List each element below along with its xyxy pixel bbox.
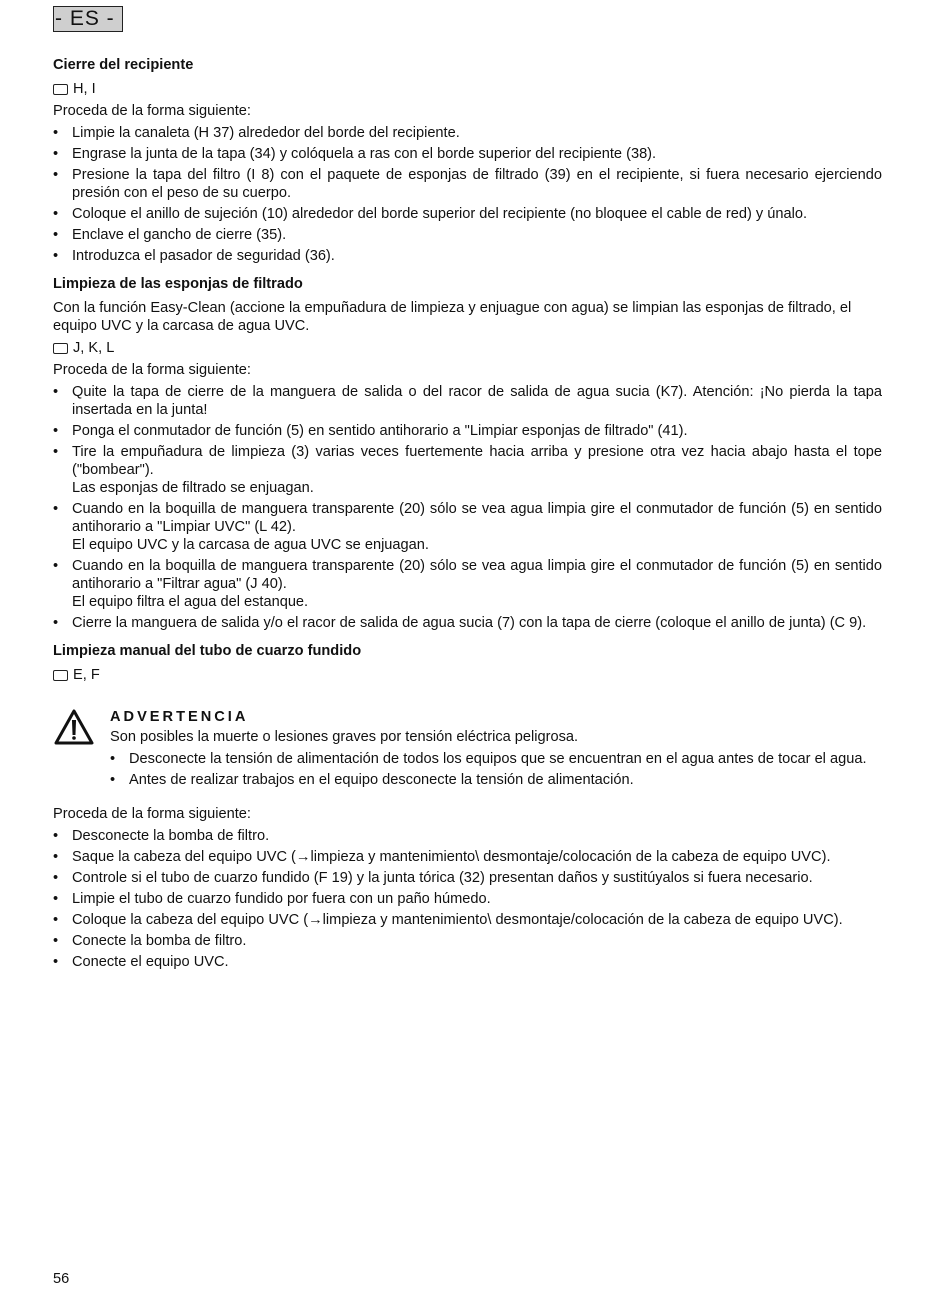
step-list [53,124,882,265]
list-item: • Presione la tapa del filtro (I 8) con el paquete de esponjas de filtrado (39) en el recipiente, si fuera necesario ejerciendo presión con el peso de su cuerpo. [53,167,882,201]
section-limpieza-esponjas [53,275,882,632]
list-item: • Saque la cabeza del equipo UVC (→limpieza y mantenimiento\ desmontaje/colocación de la cabeza de equipo UVC). [53,849,831,865]
figure-reference-label: E, F [73,667,100,683]
list-item: • Limpie el tubo de cuarzo fundido por fuera con un paño húmedo. [53,891,491,907]
figure-reference-label: H, I [73,81,96,97]
section-limpieza-tubo-cuarzo [53,642,882,971]
step-result: El equipo filtra el agua del estanque. [72,594,309,610]
intro-text: Proceda de la forma siguiente: [53,362,251,378]
page-content [53,56,882,981]
list-item: • Coloque el anillo de sujeción (10) alrededor del borde superior del recipiente (no bloquee el cable de red) y únalo. [53,206,808,222]
list-item: • Ponga el conmutador de función (5) en sentido antihorario a "Limpiar esponjas de filtrado" (41). [53,423,688,439]
list-item: • Limpie la canaleta (H 37) alrededor del borde del recipiente. [53,125,460,141]
page-number: 56 [53,1271,70,1287]
list-item: • Tire la empuñadura de limpieza (3) varias veces fuertemente hacia arriba y presione otra vez hacia abajo hasta el tope ("bombear"). Las esponjas de filtrado se enjuagan. [53,444,882,496]
list-item: • Controle si el tubo de cuarzo fundido (F 19) y la junta tórica (32) presentan daños y sustitúyalos si fuera necesario. [53,870,813,886]
list-item: • Quite la tapa de cierre de la manguera de salida o del racor de salida de agua sucia (K7). Atención: ¡No pierda la tapa insertada en la junta! [53,384,882,418]
list-item: • Antes de realizar trabajos en el equipo desconecte la tensión de alimentación. [110,772,634,788]
step-list [53,827,882,971]
intro-text: Proceda de la forma siguiente: [53,103,251,119]
section-title: Cierre del recipiente [53,57,194,73]
list-item: • Desconecte la bomba de filtro. [53,828,270,844]
section-title: Limpieza de las esponjas de filtrado [53,276,303,292]
warning-triangle-icon [53,708,95,746]
step-result: Las esponjas de filtrado se enjuagan. [72,480,314,496]
warning-list [110,750,882,789]
list-item: • Cierre la manguera de salida y/o el racor de salida de agua sucia (7) con la tapa de cierre (coloque el anillo de junta) (C 9). [53,615,867,631]
section-title: Limpieza manual del tubo de cuarzo fundido [53,643,362,659]
figure-reference [53,80,882,98]
list-item: • Engrase la junta de la tapa (34) y colóquela a ras con el borde superior del recipiente (38). [53,146,657,162]
figure-reference [53,339,882,357]
section-cierre-recipiente [53,56,882,265]
step-result: El equipo UVC y la carcasa de agua UVC se enjuagan. [72,537,429,553]
list-item: • Desconecte la tensión de alimentación de todos los equipos que se encuentran en el agua antes de tocar el agua. [110,751,867,767]
list-item: • Cuando en la boquilla de manguera transparente (20) sólo se vea agua limpia gire el conmutador de función (5) en sentido antihorario a "Filtrar agua" (J 40). El equipo filtra el agua del estanque. [53,558,882,610]
figure-book-icon [53,343,68,354]
step-list [53,383,882,632]
intro-text: Proceda de la forma siguiente: [53,806,251,822]
list-item: • Coloque la cabeza del equipo UVC (→limpieza y mantenimiento\ desmontaje/colocación de la cabeza de equipo UVC). [53,912,843,928]
warning-box [53,708,882,789]
figure-book-icon [53,670,68,681]
figure-reference-label: J, K, L [73,340,115,356]
warning-title: ADVERTENCIA [110,709,249,725]
list-item: • Conecte la bomba de filtro. [53,933,247,949]
list-item: • Introduzca el pasador de seguridad (36). [53,248,335,264]
list-item: • Enclave el gancho de cierre (35). [53,227,287,243]
figure-book-icon [53,84,68,95]
warning-text: Son posibles la muerte o lesiones graves por tensión eléctrica peligrosa. [110,729,579,745]
list-item: • Conecte el equipo UVC. [53,954,229,970]
figure-reference [53,666,882,684]
list-item: • Cuando en la boquilla de manguera transparente (20) sólo se vea agua limpia gire el conmutador de función (5) en sentido antihorario a "Limpiar UVC" (L 42). El equipo UVC y la carcasa de agua UVC se enjuagan. [53,501,882,553]
section-description: Con la función Easy-Clean (accione la empuñadura de limpieza y enjuague con agua) se limpian las esponjas de filtrado, el equipo UVC y la carcasa de agua UVC. [53,300,852,334]
language-tab: - ES - [53,6,123,32]
